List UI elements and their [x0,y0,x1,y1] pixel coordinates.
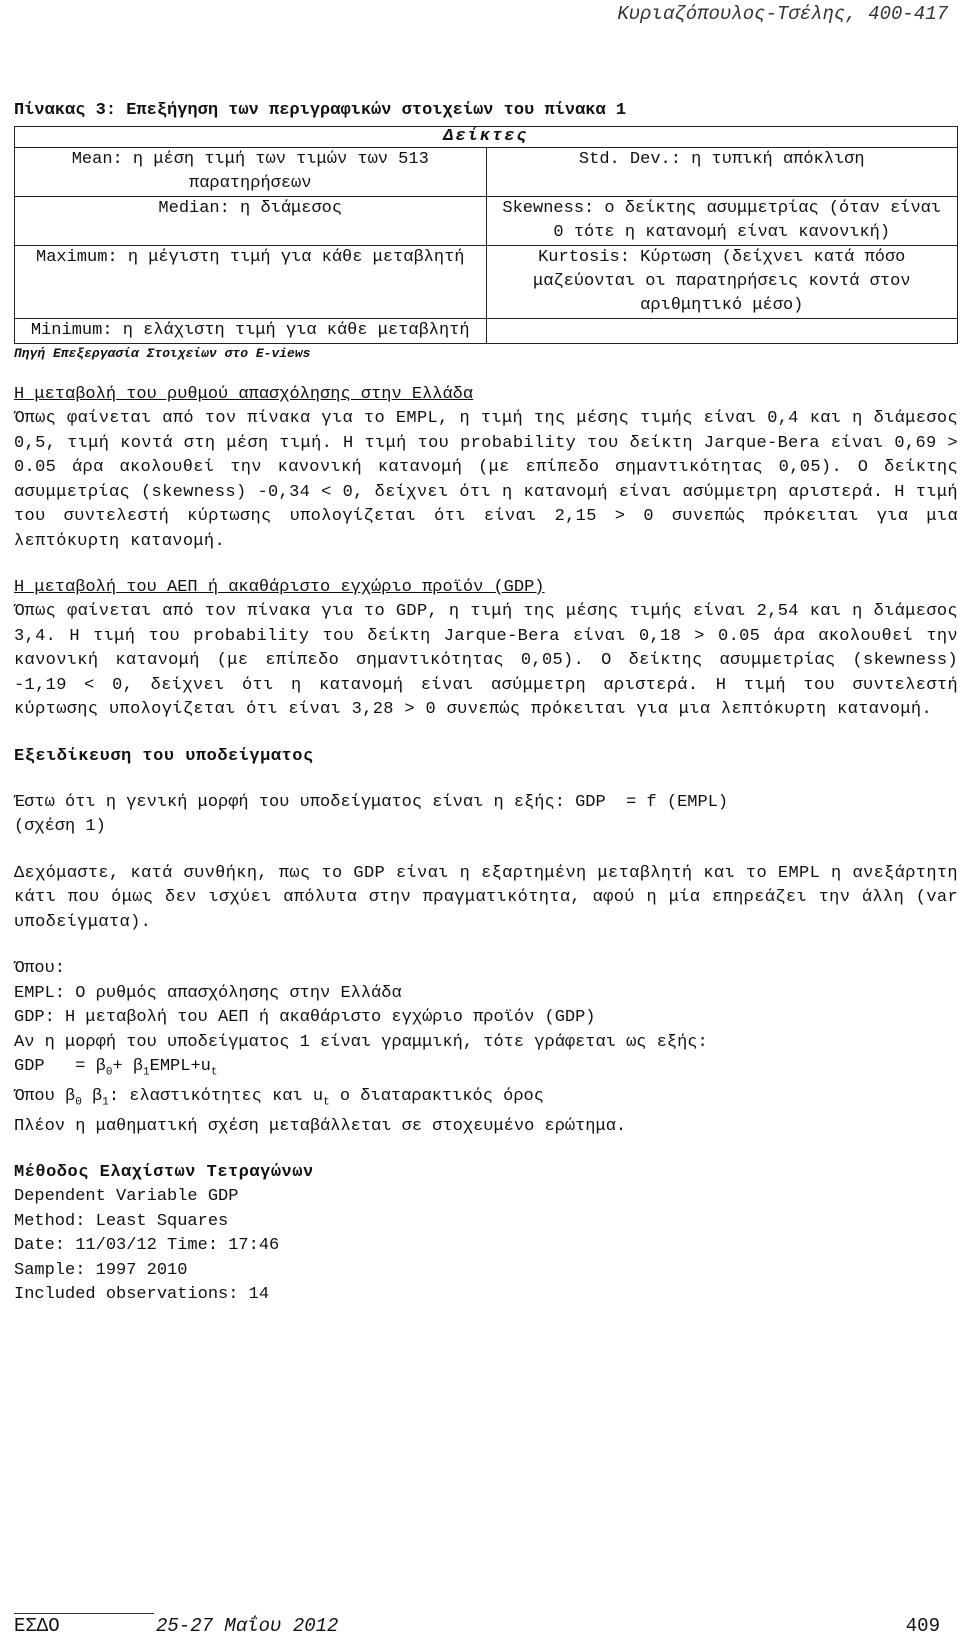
spec-line: (σχέση 1) [14,817,106,836]
running-header: Κυριαζόπουλος-Τσέλης, 400-417 [617,3,948,25]
equation-subscript: 0 [105,1066,113,1079]
table-cell: Skewness: ο δείκτης ασυμμετρίας (όταν είναι 0 τότε η κατανομή είναι κανονική) [486,197,958,246]
table-cell: Median: η διάμεσος [15,197,487,246]
spec-paragraph: Δεχόμαστε, κατά συνθήκη, πως το GDP είναι η εξαρτημένη μεταβλητή και το EMPL η ανεξάρτητη κάτι που όμως δεν ισχύει απόλυτα στην πραγματικότητα, αφού η μία επηρεάζει την άλλη (var υποδείγματα). [14,863,958,932]
where-label: Όπου: [14,959,66,978]
page-number: 409 [905,1615,940,1637]
table-row [15,197,958,246]
coef-subscript: 1 [102,1096,109,1109]
table-source: Πηγή Επεξεργασία Στοιχείων στο E-views [14,346,311,361]
linear-form-line: Αν η μορφή του υποδείγματος 1 είναι γραμμική, τότε γράφεται ως εξής: [14,1032,708,1052]
coef-text: ο διαταρακτικός όρος [329,1086,544,1106]
equation-text: EMPL+u [149,1057,211,1076]
table-row [15,148,958,197]
table-heading: Δείκτες [15,127,958,148]
definition-empl: EMPL: Ο ρυθμός απασχόλησης στην Ελλάδα [14,983,402,1003]
ols-line: Included observations: 14 [14,1285,270,1305]
footer-left: ΕΣΔΟ [14,1615,60,1637]
table-cell: Maximum: η μέγιστη τιμή για κάθε μεταβλητή [15,246,487,319]
ols-line: Method: Least Squares [14,1211,229,1231]
ols-line: Dependent Variable GDP [14,1187,239,1207]
specification-title: Εξειδίκευση του υποδείγματος [14,746,314,766]
ols-title: Μέθοδος Ελαχίστων Τετραγώνων [14,1163,314,1183]
equation-text: + β [112,1057,144,1076]
gdp-section-title: Η μεταβολή του ΑΕΠ ή ακαθάριστο εγχώριο προϊόν (GDP) [14,578,545,597]
complex-relation-line: Πλέον η μαθηματική σχέση μεταβάλλεται σε στοχευμένο ερώτημα. [14,1116,627,1136]
coef-text: : ελαστικότητες και u [108,1086,324,1106]
coef-text: β [81,1086,103,1106]
spec-line: Έστω ότι η γενική μορφή του υποδείγματος είναι η εξής: GDP = f (EMPL) [14,792,729,812]
coef-subscript: 0 [75,1096,82,1109]
equation-text: GDP = β [14,1057,106,1076]
equation-subscript: t [210,1066,218,1079]
table-cell [486,319,958,344]
equation [14,1055,958,1085]
table-cell: Kurtosis: Κύρτωση (δείχνει κατά πόσο μαζεύονται οι παρατηρήσεις κοντά στον αριθμητικό μέσο) [486,246,958,319]
page-body [14,100,958,1308]
table-cell: Minimum: η ελάχιστη τιμή για κάθε μεταβλητή [15,319,487,344]
ols-line: Sample: 1997 2010 [14,1260,188,1280]
empl-section-title: Η μεταβολή του ρυθμού απασχόλησης στην Ελλάδα [14,385,474,404]
ols-line: Date: 11/03/12 Time: 17:46 [14,1236,280,1256]
empl-paragraph: Όπως φαίνεται από τον πίνακα για το EMPL, η τιμή της μέσης τιμής είναι 0,4 και η διάμεσος 0,5, τιμή κοντά στη μέση τιμή. Η τιμή του probability του δείκτη Jarque-Bera είναι 0,69 > 0.05 άρα ακολουθεί την κανονική κατανομή (με επίπεδο σημαντικότητας 0,05). Ο δείκτης ασυμμετρίας (skewness) -0,34 < 0, δείχνει ότι η κατανομή είναι ασύμμετρη αριστερά. Η τιμή του συντελεστή κύρτωσης υπολογίζεται ότι είναι 2,15 > 0 συνεπώς πρόκειται για μια λεπτόκυρτη κατανομή. [14,409,958,551]
descriptors-table [14,126,958,344]
coef-text: Όπου β [14,1086,76,1106]
gdp-paragraph: Όπως φαίνεται από τον πίνακα για το GDP, η τιμή της μέσης τιμής είναι 2,54 και η διάμεσος 3,4. Η τιμή του probability του δείκτη Jarque-Bera είναι 0,18 > 0.05 άρα ακολουθεί την κανονική κατανομή (με επίπεδο σημαντικότητας 0,05). Ο δείκτης ασυμμετρίας (skewness) -1,19 < 0, δείχνει ότι η κατανομή είναι ασύμμετρη αριστερά. Η τιμή του συντελεστή κύρτωσης υπολογίζεται ότι είναι 3,28 > 0 συνεπώς πρόκειται για μια λεπτόκυρτη κατανομή. [14,602,958,719]
equation-subscript: 1 [143,1066,150,1079]
coef-subscript: t [323,1096,330,1109]
footer-rule [14,1613,154,1614]
table-caption: Πίνακας 3: Επεξήγηση των περιγραφικών στοιχείων του πίνακα 1 [14,101,627,120]
table-row [15,319,958,344]
table-cell: Std. Dev.: η τυπική απόκλιση [486,148,958,197]
footer-center: 25-27 Μαΐου 2012 [156,1615,339,1637]
coefficients-line [14,1085,958,1115]
table-row [15,246,958,319]
table-cell: Mean: η μέση τιμή των τιμών των 513 παρατηρήσεων [15,148,487,197]
definition-gdp: GDP: Η μεταβολή του ΑΕΠ ή ακαθάριστο εγχώριο προϊόν (GDP) [14,1008,596,1027]
